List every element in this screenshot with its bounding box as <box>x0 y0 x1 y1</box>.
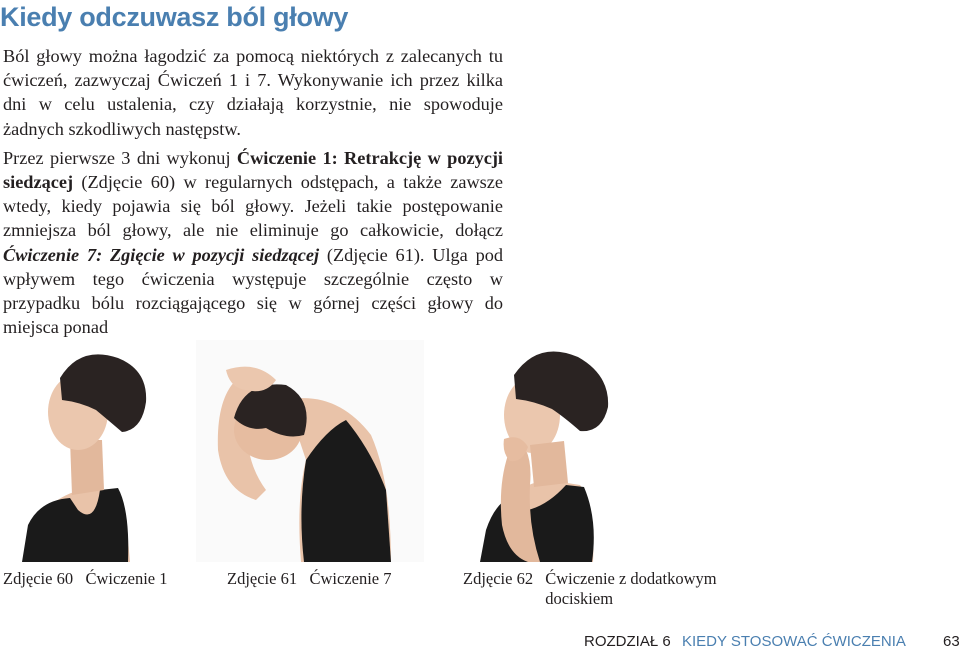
p2-text-3: (Zdjęcie 61). Ulga pod wpływem tego ćwiczenia występuje szczególnie często w przypadku bólu rozciągającego się w górnej części głowy do miejsca ponad <box>3 244 504 338</box>
caption-62-number: Zdjęcie 62 <box>463 569 534 588</box>
photo-60 <box>0 340 200 562</box>
footer-chapter: ROZDZIAŁ 6 <box>584 633 671 650</box>
page-footer <box>0 633 960 653</box>
photo-62-neck <box>530 441 568 487</box>
p2-text-1: Przez pierwsze 3 dni wykonuj <box>3 147 237 168</box>
caption-61-text: Ćwiczenie 7 <box>309 569 392 588</box>
exercise-7-ref: Ćwiczenie 7: Zgięcie w pozycji siedzącej <box>3 244 320 265</box>
caption-61-number: Zdjęcie 61 <box>227 569 298 588</box>
exercise-1-ref: Ćwiczenie 1: Retrakcję w pozycji siedzącej <box>3 147 503 193</box>
caption-60 <box>3 569 167 589</box>
photo-61 <box>196 340 424 562</box>
section-heading: Kiedy odczuwasz ból głowy <box>0 2 349 32</box>
paragraph-2 <box>3 146 503 340</box>
paragraph-1: Ból głowy można łagodzić za pomocą niektórych z zalecanych tu ćwiczeń, zazwyczaj Ćwiczeń 1 i 7. Wykonywanie ich przez kilka dni w celu ustalenia, czy działają korzystnie, nie spowoduje żadnych szkodliwych następstw. <box>3 46 503 139</box>
photo-62 <box>468 335 618 562</box>
body-text <box>3 44 503 344</box>
caption-62 <box>463 569 733 609</box>
caption-60-text: Ćwiczenie 1 <box>85 569 168 588</box>
caption-62-text: Ćwiczenie z dodatkowym dociskiem <box>545 569 717 608</box>
page-number: 63 <box>943 633 960 650</box>
caption-61 <box>227 569 391 589</box>
p2-text-2: (Zdjęcie 60) w regularnych odstępach, a także zawsze wtedy, kiedy pojawia się ból głowy. Jeżeli takie postępowanie zmniejsza ból głowy, ale nie eliminuje go całkowicie, dołącz <box>3 172 503 241</box>
caption-60-number: Zdjęcie 60 <box>3 569 74 588</box>
footer-chapter-title: KIEDY STOSOWAĆ ĆWICZENIA <box>682 633 906 650</box>
